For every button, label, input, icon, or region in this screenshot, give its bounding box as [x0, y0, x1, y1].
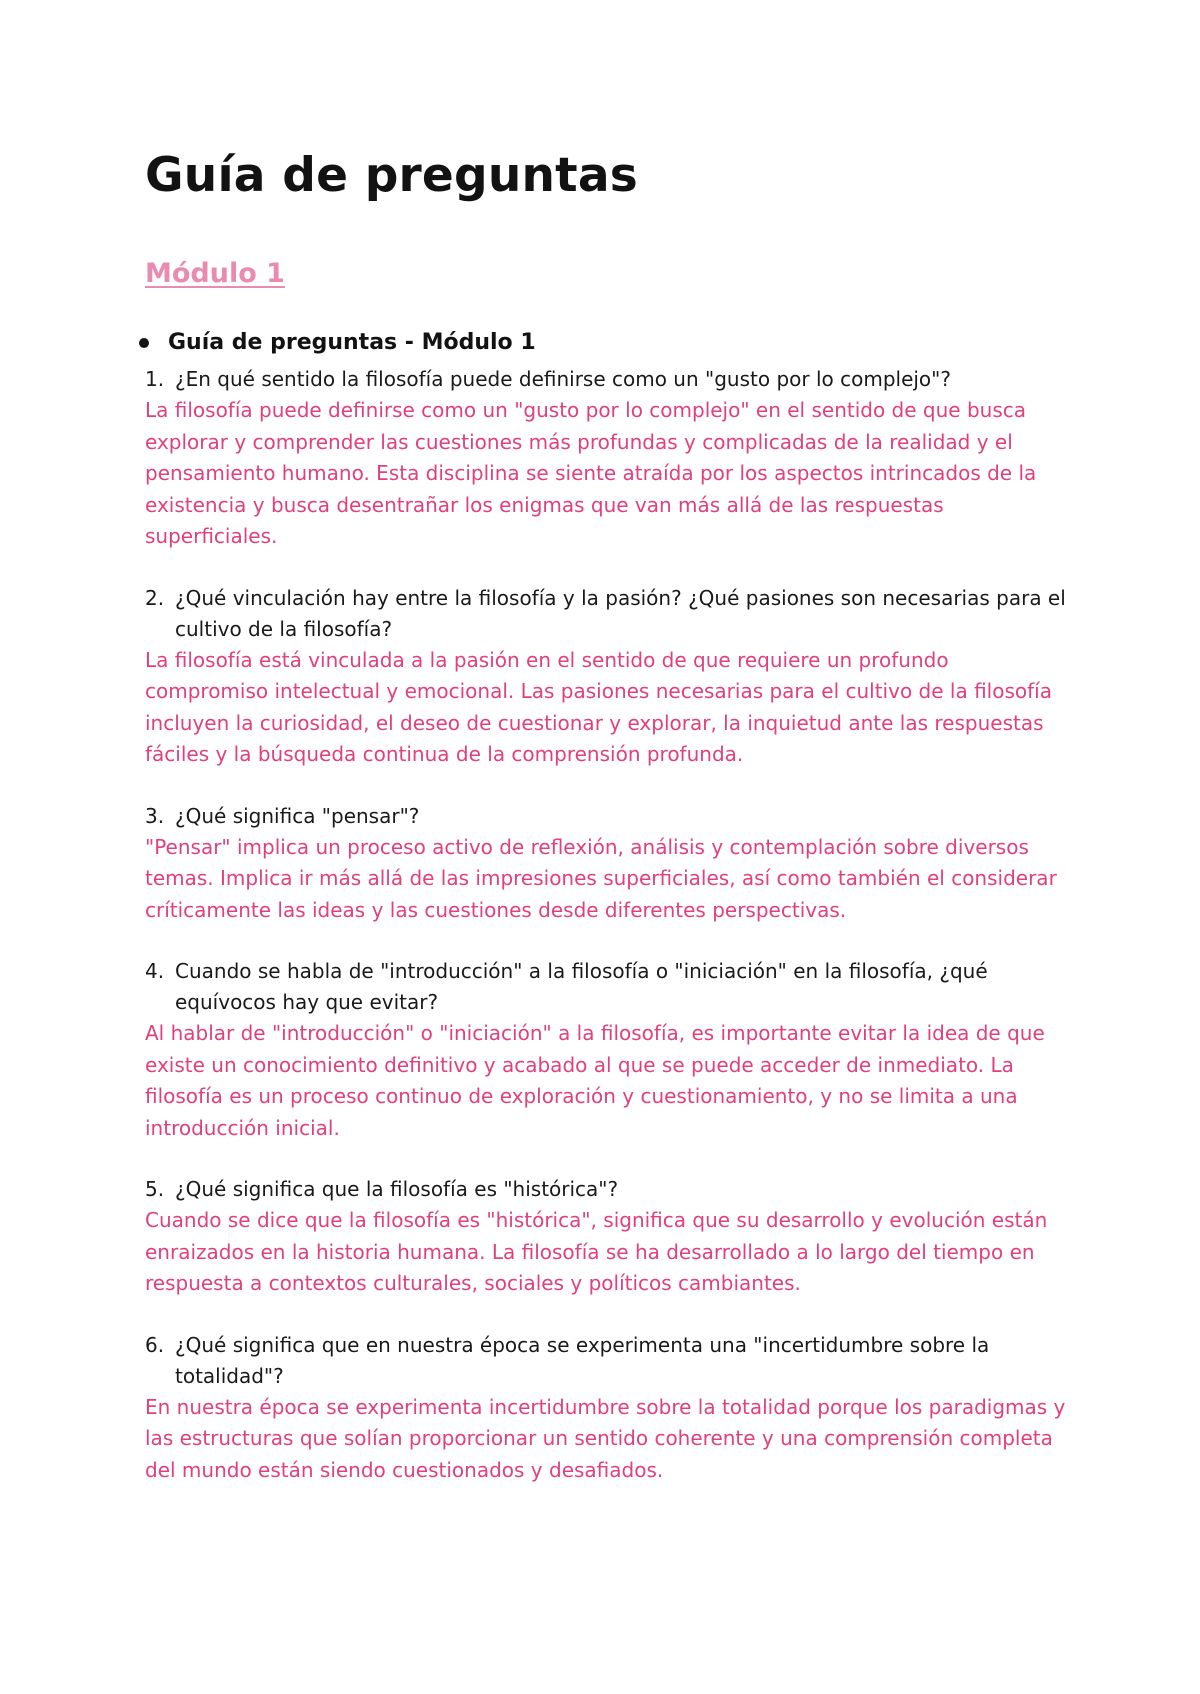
question	[145, 1174, 1075, 1205]
answer-text: Al hablar de "introducción" o "iniciación" a la filosofía, es importante evitar la idea de que existe un conocimiento definitivo y acabado al que se puede acceder de inmediato. La filosofía es un proceso continuo de exploración y cuestionamiento, y no se limita a una introducción inicial.	[145, 1021, 1045, 1140]
question-text: ¿Qué vinculación hay entre la filosofía y la pasión? ¿Qué pasiones son necesarias para el cultivo de la filosofía?	[175, 585, 1066, 641]
question-text: ¿Qué significa que la filosofía es "histórica"?	[175, 1177, 619, 1201]
question-text: ¿En qué sentido la filosofía puede definirse como un "gusto por lo complejo"?	[175, 367, 951, 391]
question-text: ¿Qué significa "pensar"?	[175, 803, 420, 828]
answer-text: La filosofía puede definirse como un "gusto por lo complejo" en el sentido de que busca explorar y comprender las cuestiones más profundas y complicadas de la realidad y el pensamiento humano. Esta disciplina se siente atraída por los aspectos intrincados de la existencia y busca desentrañar los enigmas que van más allá de las respuestas superficiales.	[145, 398, 1037, 548]
question	[145, 364, 1075, 395]
question	[145, 1330, 1075, 1392]
question-number: 4.	[145, 959, 165, 983]
question-number: 5.	[145, 1177, 165, 1201]
answer-text: "Pensar" implica un proceso activo de reflexión, análisis y contemplación sobre diversos temas. Implica ir más allá de las impresiones superficiales, así como también el considerar críticamente las ideas y las cuestiones desde diferentes perspectivas.	[145, 834, 1057, 922]
question-text: Cuando se habla de "introducción" a la filosofía o "iniciación" en la filosofía, ¿qué equívocos hay que evitar?	[175, 959, 988, 1014]
question	[145, 583, 1075, 645]
answer-text: La filosofía está vinculada a la pasión en el sentido de que requiere un profundo compromiso intelectual y emocional. Las pasiones necesarias para el cultivo de la filosofía incluyen la curiosidad, el deseo de cuestionar y explorar, la inquietud ante las respuestas fáciles y la búsqueda continua de la comprensión profunda.	[145, 647, 1052, 766]
qa-item	[145, 1330, 1075, 1487]
qa-item	[145, 364, 1075, 553]
module-heading: Módulo 1	[145, 258, 285, 289]
bullet-label: Guía de preguntas - Módulo 1	[168, 330, 536, 355]
question	[145, 956, 1075, 1018]
question-number: 6.	[145, 1332, 165, 1357]
question-text: ¿Qué significa que en nuestra época se experimenta una "incertidumbre sobre la totalidad"?	[175, 1332, 990, 1388]
bullet-item	[139, 330, 536, 355]
question-number: 1.	[145, 367, 165, 391]
qa-item	[145, 956, 1075, 1144]
qa-item	[145, 801, 1075, 927]
answer-text: En nuestra época se experimenta incertidumbre sobre la totalidad porque los paradigmas y las estructuras que solían proporcionar un sentido coherente y una comprensión completa del mundo están siendo cuestionados y desafiados.	[145, 1394, 1066, 1482]
question	[145, 801, 1075, 832]
bullet-icon	[139, 338, 149, 348]
question-number: 2.	[145, 585, 165, 610]
question-list	[145, 364, 1075, 1486]
page-title: Guía de preguntas	[145, 148, 638, 203]
qa-item	[145, 583, 1075, 771]
qa-item	[145, 1174, 1075, 1300]
answer-text: Cuando se dice que la filosofía es "histórica", significa que su desarrollo y evolución están enraizados en la historia humana. La filosofía se ha desarrollado a lo largo del tiempo en respuesta a contextos culturales, sociales y políticos cambiantes.	[145, 1208, 1048, 1295]
question-number: 3.	[145, 803, 165, 828]
